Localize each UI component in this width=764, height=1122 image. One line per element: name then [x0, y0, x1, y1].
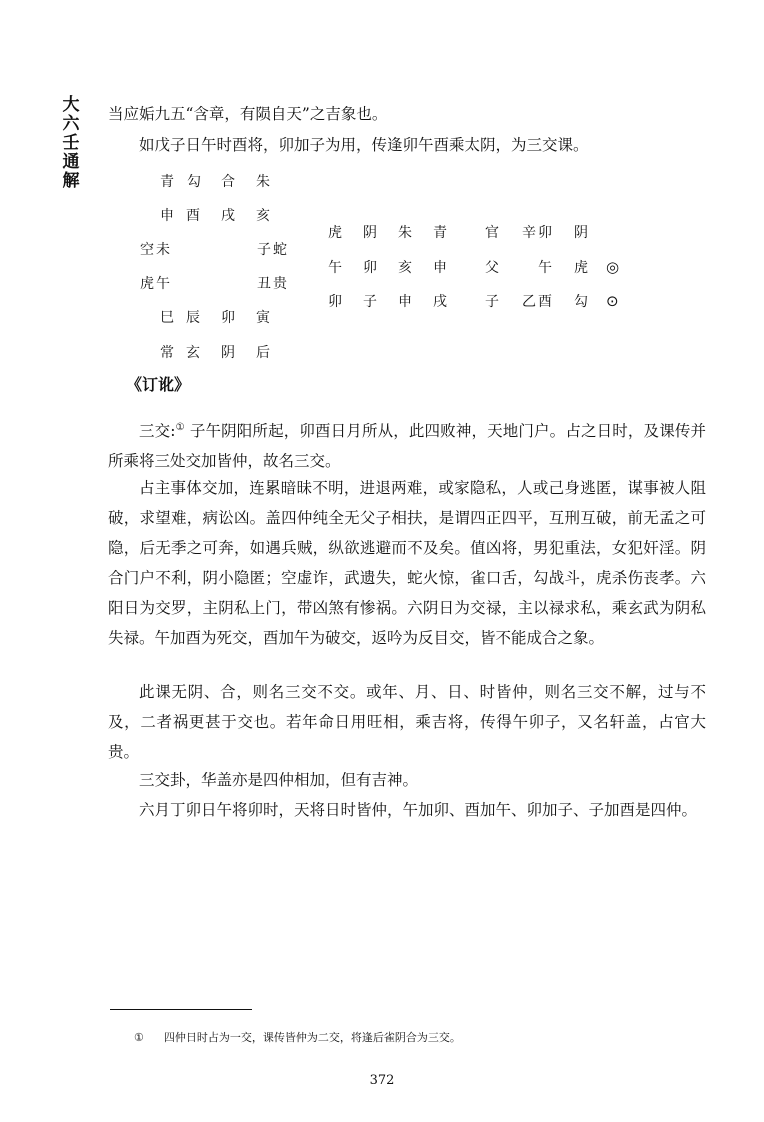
lesson-god: 青 [433, 225, 447, 241]
plate-bottom-god: 阴 [221, 345, 235, 361]
double-circle-icon: ◎ [606, 258, 620, 276]
transmission-relation: 父 [485, 260, 499, 276]
transmission-branch: 酉 [538, 294, 552, 310]
paragraph-lesson-intro: 如戊子日午时酉将，卯加子为用，传逢卯午酉乘太阴，为三交课。 [139, 136, 589, 154]
paragraph-variants: 此课无阴、合，则名三交不交。或年、月、日、时皆仲，则名三交不解，过与不及，二者祸更甚于交也。若年命日用旺相，乘吉将，传得午卯子，又名轩盖，占官大贵。 [108, 683, 706, 761]
transmission-stem: 辛 [522, 225, 536, 241]
transmission-general: 勾 [574, 294, 588, 310]
page-number: 372 [369, 1073, 395, 1088]
plate-top-god: 青 [160, 174, 174, 190]
transmission-relation: 官 [485, 225, 499, 241]
lesson-upper: 亥 [398, 260, 412, 276]
plate-bottom-branch: 寅 [256, 310, 270, 326]
plate-bottom-branch: 巳 [160, 310, 174, 326]
lesson-upper: 午 [328, 260, 342, 276]
paragraph-definition [108, 413, 706, 476]
transmission-general: 阴 [574, 225, 588, 241]
running-title: 大六壬通解 [62, 95, 80, 191]
plate-right-branch: 子 [257, 242, 271, 258]
transmission-relation: 子 [485, 294, 499, 310]
plate-top-god: 合 [221, 174, 235, 190]
lesson-lower: 申 [398, 294, 412, 310]
lesson-lower: 卯 [328, 294, 342, 310]
plate-bottom-branch: 辰 [186, 310, 200, 326]
footnote-text: 四仲日时占为一交，课传皆仲为二交，将逢后雀阴合为三交。 [163, 1031, 461, 1044]
lesson-upper: 申 [433, 260, 447, 276]
plate-left-branch: 未 [156, 242, 170, 258]
plate-bottom-god: 玄 [186, 345, 200, 361]
transmission-branch: 卯 [538, 225, 552, 241]
lesson-upper: 卯 [363, 260, 377, 276]
section-heading: 《订讹》 [126, 375, 191, 394]
paragraph-example: 六月丁卯日午将卯时，天将日时皆仲，午加卯、酉加午、卯加子、子加酉是四仲。 [139, 801, 698, 819]
footnote-marker: ① [134, 1031, 144, 1044]
paragraph-meaning: 占主事体交加，连累暗昧不明，进退两难，或家隐私，人或己身逃匿，谋事被人阻破，求望难，病讼凶。盖四仲纯全无父子相扶，是谓四正四平，互刑互破，前无孟之可隐，后无季之可奔，如遇兵贼，纵欲逃避而不及矣。值凶将，男犯重法，女犯奸淫。阴合门户不利，阴小隐匿；空虚诈，武遗失，蛇火惊，雀口舌，勾战斗，虎杀伤丧孝。六阳日为交罗，主阴私上门，带凶煞有惨祸。六阴日为交禄，主以禄求私，乘玄武为阴私失禄。午加酉为死交，酉加午为破交，返吟为反目交，皆不能成合之象。 [108, 479, 706, 647]
footnote [134, 1030, 461, 1046]
transmission-stem: 乙 [522, 294, 536, 310]
plate-top-god: 朱 [256, 174, 270, 190]
plate-left-branch: 午 [156, 276, 170, 292]
plate-bottom-branch: 卯 [221, 310, 235, 326]
paragraph-continuation: 当应姤九五“含章，有陨自天”之吉象也。 [108, 105, 388, 123]
plate-left-god: 虎 [140, 276, 154, 292]
lesson-god: 阴 [363, 225, 377, 241]
footnote-divider [110, 1009, 252, 1010]
definition-text: 子午阴阳所起，卯酉日月所从，此四败神，天地门户。占之日时，及课传并所乘将三处交加皆仲，故名三交。 [108, 422, 706, 470]
lesson-god: 虎 [328, 225, 342, 241]
plate-top-branch: 酉 [186, 208, 200, 224]
plate-top-god: 勾 [187, 174, 201, 190]
plate-bottom-god: 后 [256, 345, 270, 361]
plate-right-branch: 丑 [257, 276, 271, 292]
lesson-lower: 子 [363, 294, 377, 310]
lesson-god: 朱 [398, 225, 412, 241]
footnote-ref: ① [175, 422, 185, 433]
definition-term: 三交: [139, 422, 176, 440]
lesson-lower: 戌 [433, 294, 447, 310]
plate-top-branch: 申 [160, 208, 174, 224]
transmission-general: 虎 [574, 260, 588, 276]
plate-right-god: 蛇 [273, 242, 287, 258]
plate-left-god: 空 [140, 242, 154, 258]
plate-right-god: 贵 [273, 276, 287, 292]
transmission-branch: 午 [538, 260, 552, 276]
plate-top-branch: 戌 [221, 208, 235, 224]
plate-bottom-god: 常 [160, 345, 174, 361]
paragraph-gua: 三交卦，华盖亦是四仲相加，但有吉神。 [139, 771, 419, 789]
plate-top-branch: 亥 [256, 208, 270, 224]
dot-circle-icon: ⊙ [606, 292, 619, 310]
